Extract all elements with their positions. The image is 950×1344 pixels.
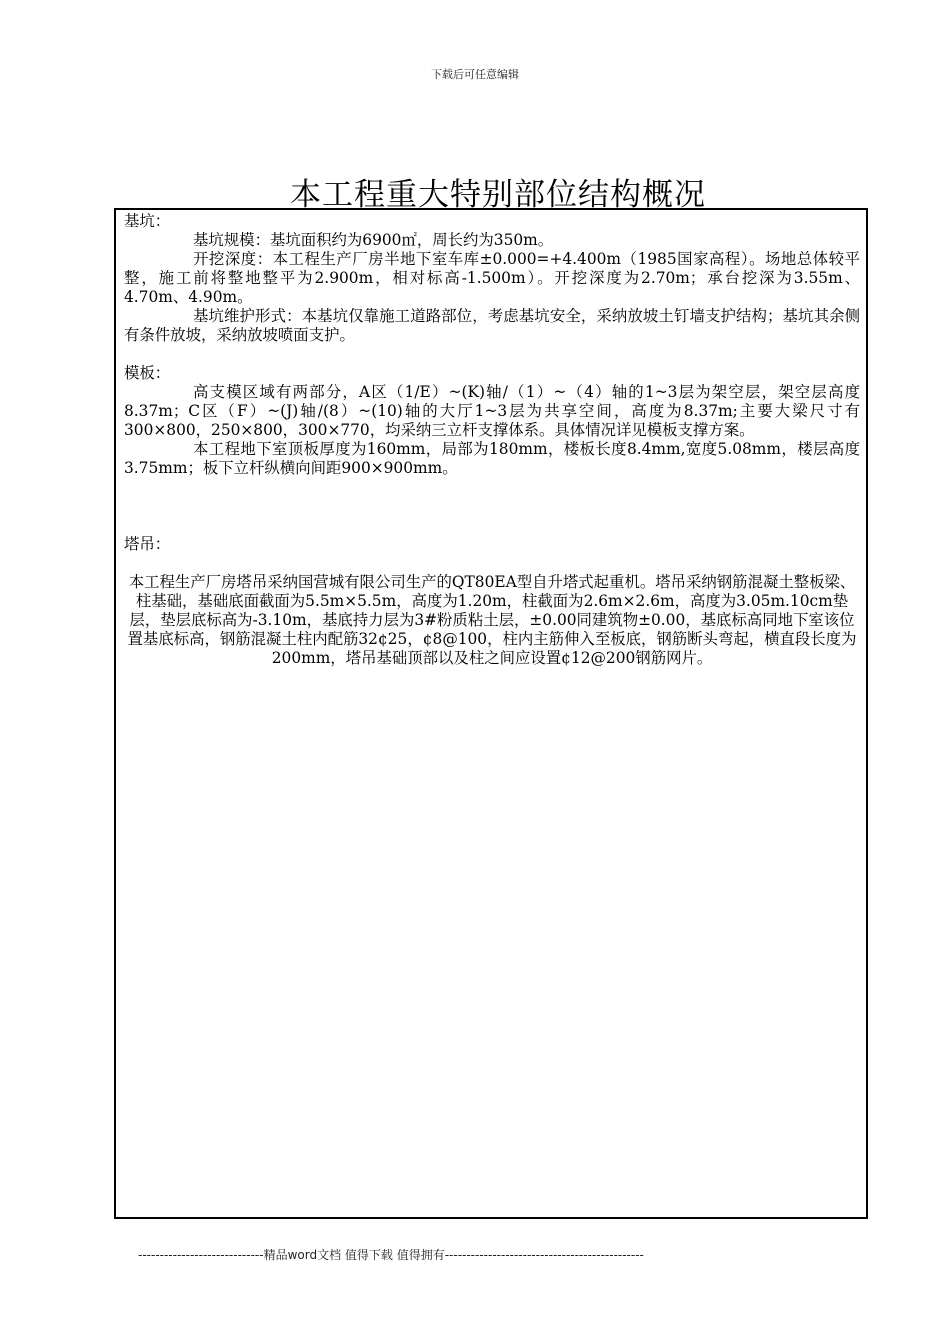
spacer — [124, 478, 860, 535]
section-heading-tower-crane: 塔吊： — [124, 535, 171, 553]
foundation-pit-scale: 基坑规模：基坑面积约为6900㎡，周长约为350m。 — [193, 231, 554, 249]
tower-crane-description: 本工程生产厂房塔吊采纳国营城有限公司生产的QT80EA型自升塔式起重机。塔吊采纳钢筋混凝土整板梁、柱基础，基础底面截面为5.5m×5.5m，高度为1.20m，柱截面为2.6m×2.6m，高度为3.05m.10cm垫层，垫层底标高为-3.10m，基底持力层为3#粉质粘土层，±0.00同建筑物±0.00，基底标高同地下室该位置基底标高，钢筋混凝土柱内配筋32¢25，¢8@100，柱内主筋伸入至板底，钢筋断头弯起，横直段长度为200mm，塔吊基础顶部以及柱之间应设置¢12@200钢筋网片。 — [127, 573, 857, 667]
foundation-pit-support: 基坑维护形式：本基坑仅靠施工道路部位，考虑基坑安全，采纳放坡土钉墙支护结构；基坑其余侧有条件放坡，采纳放坡喷面支护。 — [124, 307, 860, 344]
formwork-high-support: 高支模区域有两部分，A区（1/E）~(K)轴/（1）~（4）轴的1~3层为架空层，架空层高度8.37m；C区（F）~(J)轴/(8）~(10)轴的大厅1~3层为共享空间，高度为8.37m;主要大梁尺寸有300×800，250×800，300×770，均采纳三立杆支撑体系。具体情况详见模板支撑方案。 — [124, 383, 860, 439]
foundation-pit-depth: 开挖深度：本工程生产厂房半地下室车库±0.000=+4.400m（1985国家高程）。场地总体较平整，施工前将整地整平为2.900m，相对标高-1.500m）。开挖深度为2.70m；承台挖深为3.55m、4.70m、4.90m。 — [124, 250, 860, 306]
section-heading-foundation-pit: 基坑： — [124, 212, 171, 230]
content-frame — [114, 208, 868, 1219]
spacer — [124, 345, 860, 364]
formwork-slab: 本工程地下室顶板厚度为160mm，局部为180mm，楼板长度8.4mm,宽度5.08mm，楼层高度3.75mm；板下立杆纵横向间距900×900mm。 — [124, 440, 860, 477]
section-tower-crane — [124, 535, 860, 668]
page-footer-note: -----------------------------精品word文档 值得下载 值得拥有---------------------------------------------- — [138, 1248, 644, 1262]
section-heading-formwork: 模板： — [124, 364, 171, 382]
spacer — [124, 554, 860, 573]
page-header-note: 下载后可任意编辑 — [431, 68, 519, 81]
section-formwork — [124, 364, 860, 478]
document-title: 本工程重大特别部位结构概况 — [290, 176, 706, 213]
section-foundation-pit — [124, 212, 860, 345]
